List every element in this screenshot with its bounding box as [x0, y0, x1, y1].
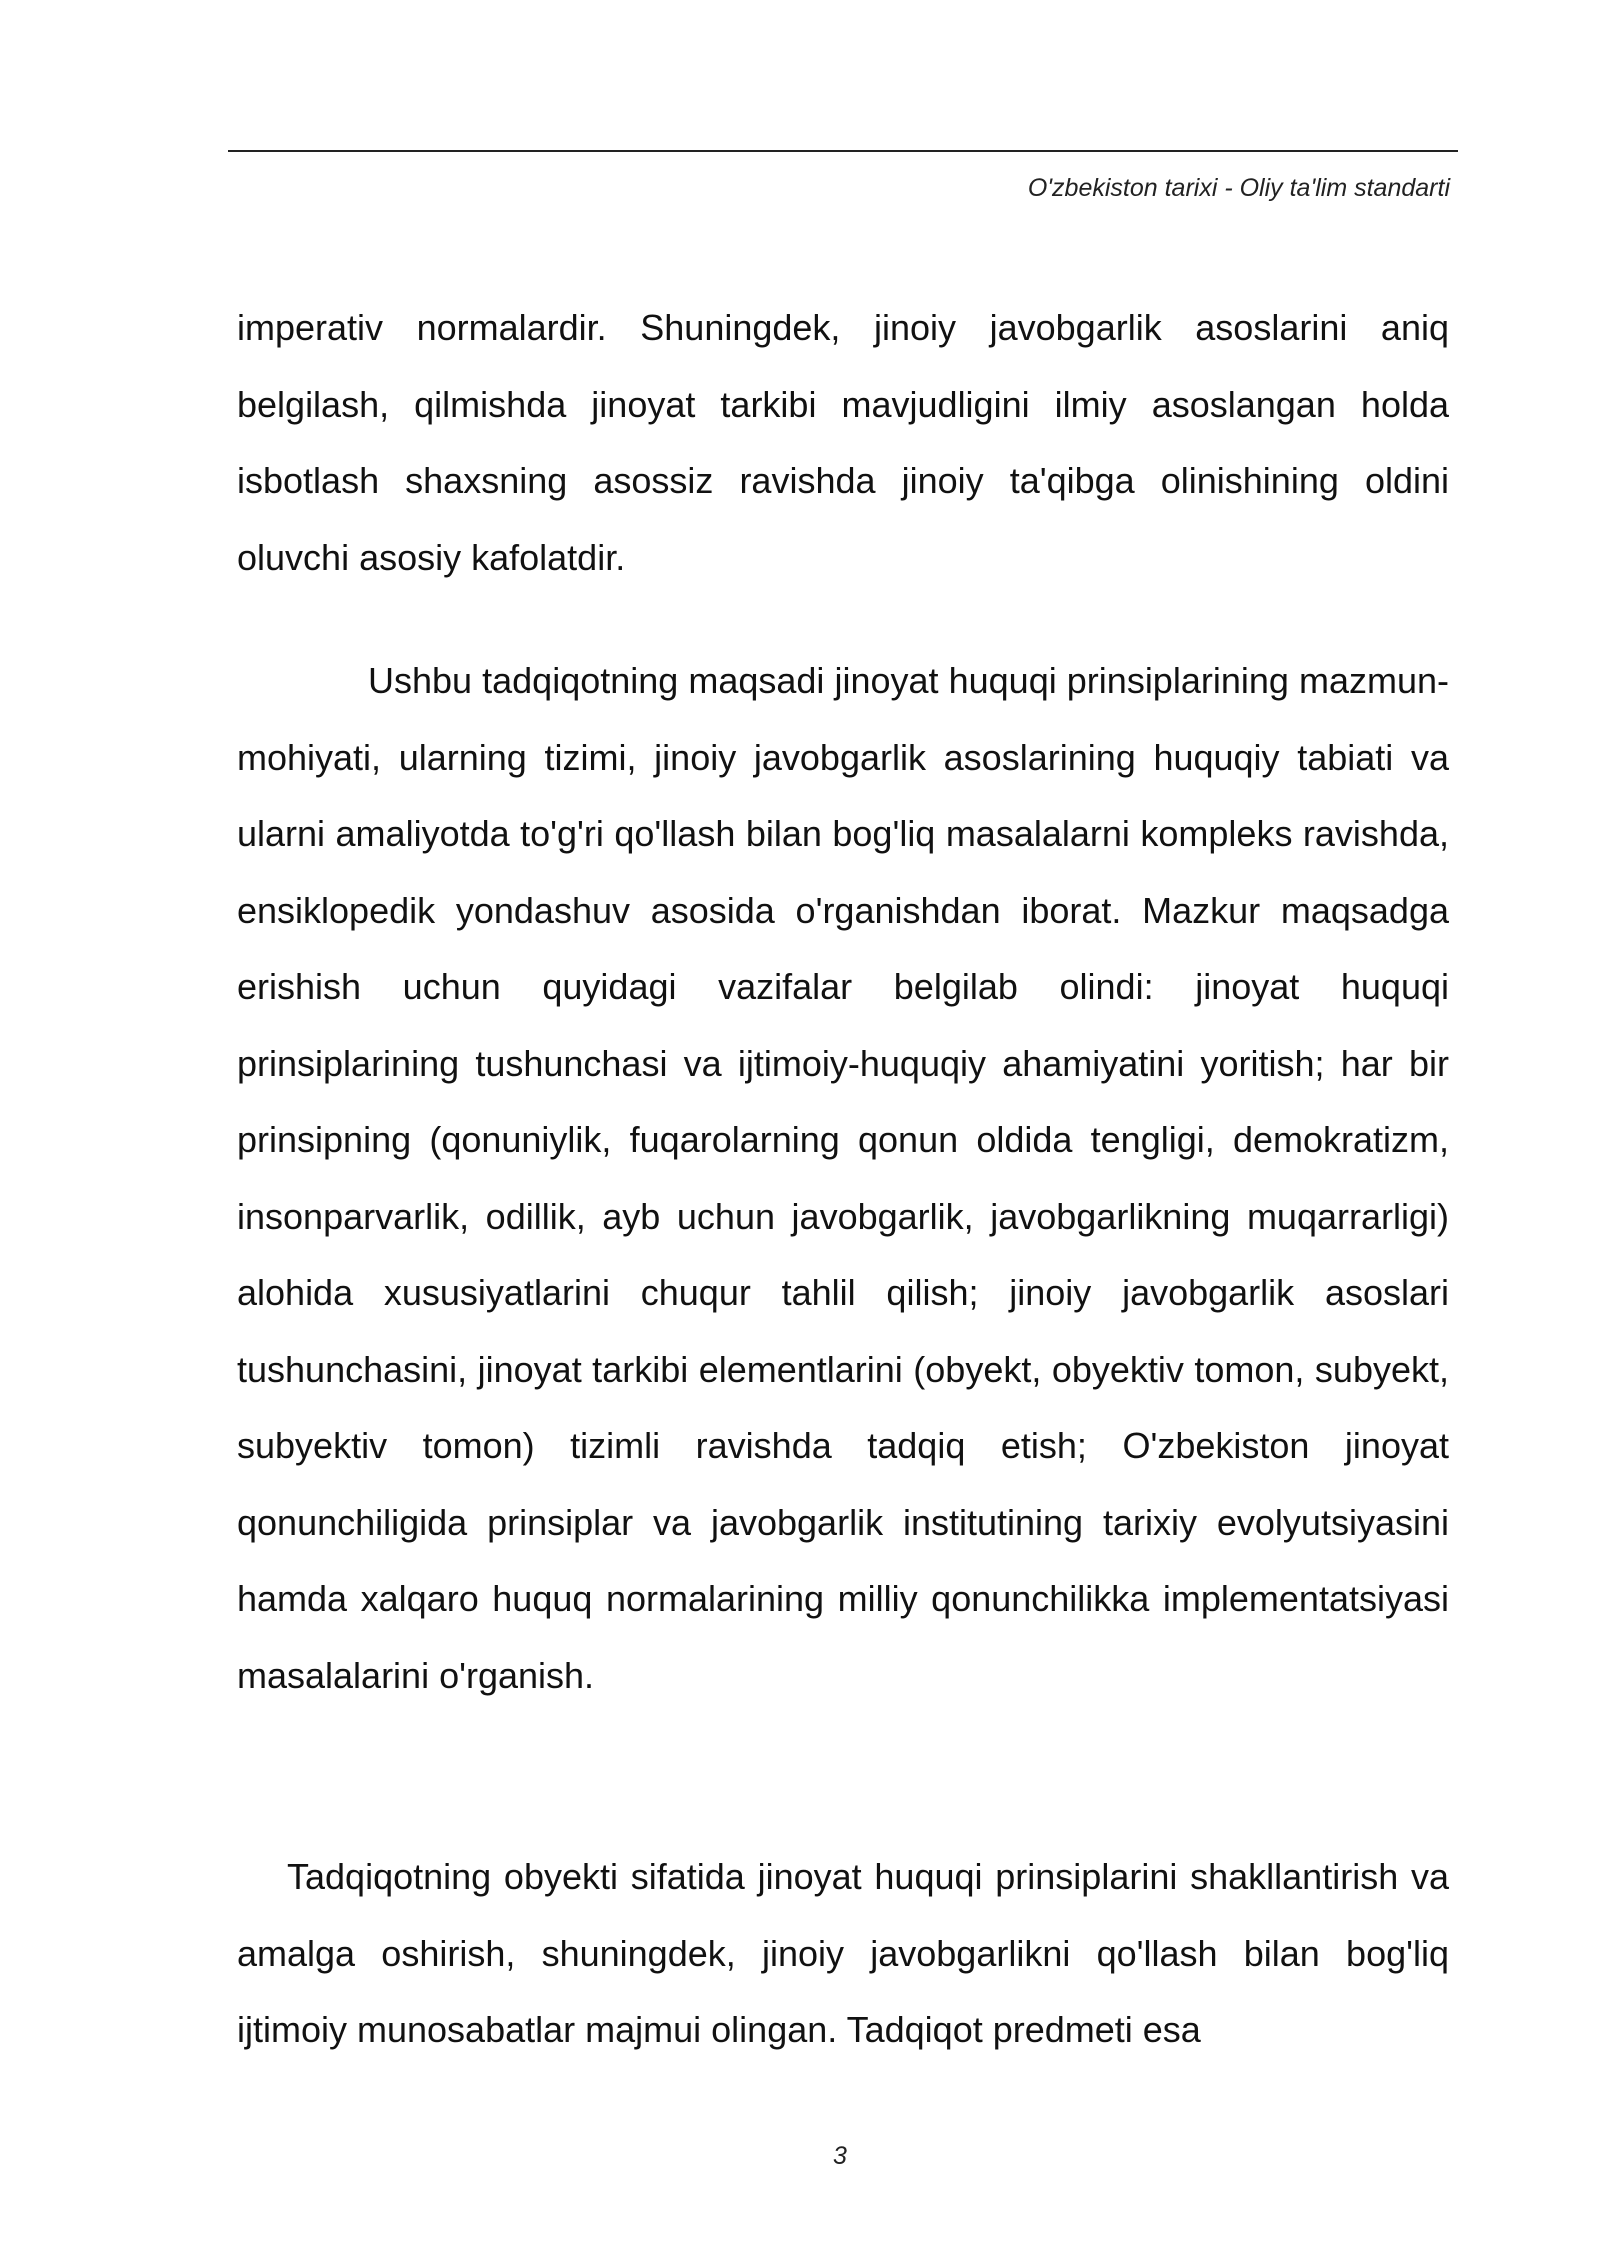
paragraph-3: Tadqiqotning obyekti sifatida jinoyat huquqi prinsiplarini shakllantirish va amalga oshirish, shuningdek, jinoiy javobgarlikni qo'llash bilan bog'liq ijtimoiy munosabatlar majmui olingan. Tadqiqot predmeti esa [237, 1856, 1449, 2050]
paragraph-2: Ushbu tadqiqotning maqsadi jinoyat huquqi prinsiplarining mazmun-mohiyati, ularning tizimi, jinoiy javobgarlik asoslarining huquqiy tabiati va ularni amaliyotda to'g'ri qo'llash bilan bog'liq masalalarni kompleks ravishda, ensiklopedik yondashuv asosida o'rganishdan iborat. Mazkur maqsadga erishish uchun quyidagi vazifalar belgilab olindi: jinoyat huquqi prinsiplarining tushunchasi va ijtimoiy-huquqiy ahamiyatini yoritish; har bir prinsipning (qonuniylik, fuqarolarning qonun oldida tengligi, demokratizm, insonparvarlik, odillik, ayb uchun javobgarlik, javobgarlikning muqarrarligi) alohida xususiyatlarini chuqur tahlil qilish; jinoiy javobgarlik asoslari tushunchasini, jinoyat tarkibi elementlarini (obyekt, obyektiv tomon, subyekt, subyektiv tomon) tizimli ravishda tadqiq etish; O'zbekiston jinoyat qonunchiligida prinsiplar va javobgarlik institutining tarixiy evolyutsiyasini hamda xalqaro huquq normalarining milliy qonunchilikka implementatsiyasi masalalarini o'rganish. [237, 660, 1449, 1696]
paragraph-1: imperativ normalardir. Shuningdek, jinoiy javobgarlik asoslarini aniq belgilash, qilmishda jinoyat tarkibi mavjudligini ilmiy asoslangan holda isbotlash shaxsning asossiz ravishda jinoiy ta'qibga olinishining oldini oluvchi asosiy kafolatdir. [237, 307, 1449, 578]
header-rule [228, 150, 1458, 152]
running-header: O'zbekiston tarixi - Oliy ta'lim standarti [1027, 174, 1450, 202]
page-number: 3 [833, 2142, 847, 2170]
